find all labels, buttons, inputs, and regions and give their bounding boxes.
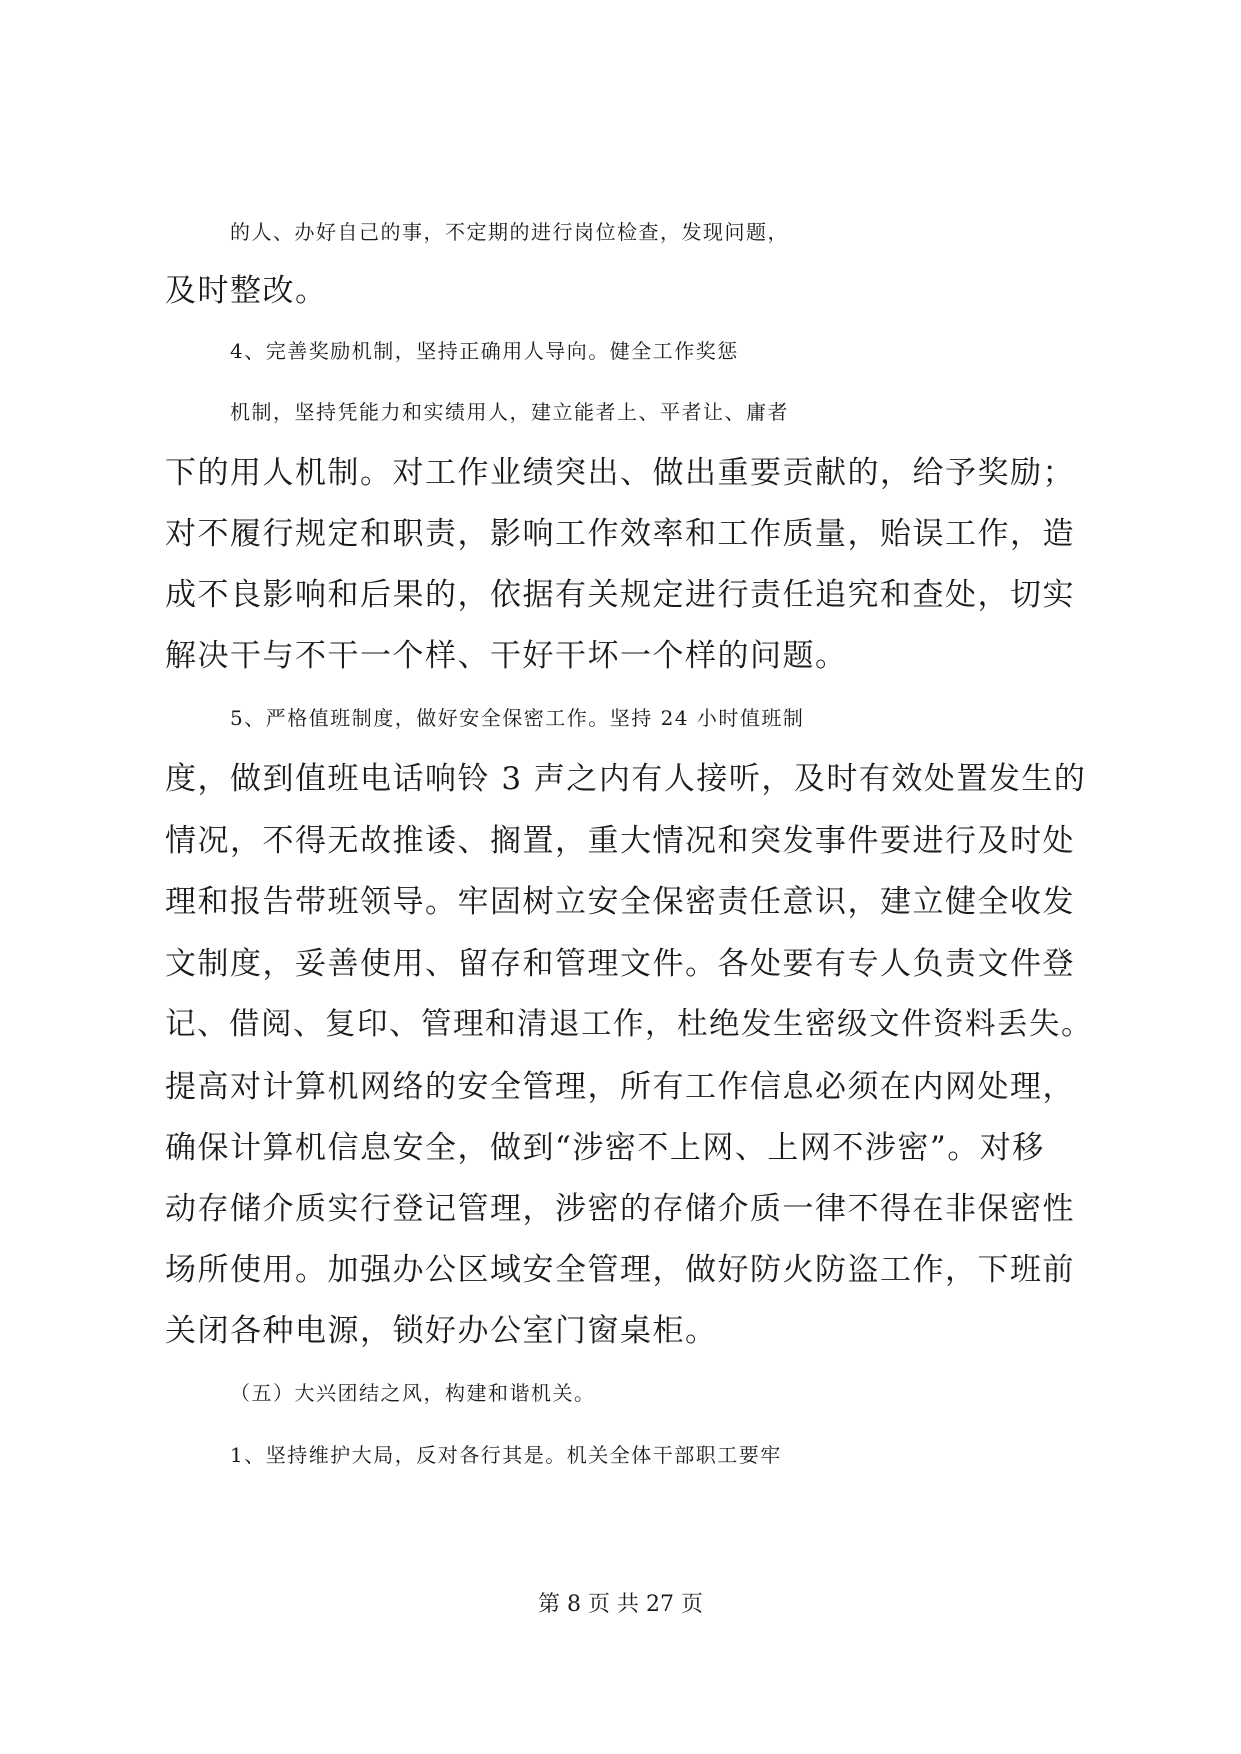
text-line: 机制，坚持凭能力和实绩用人，建立能者上、平者让、庸者	[230, 400, 789, 424]
text-line: 及时整改。	[165, 273, 328, 309]
text-line: 关闭各种电源，锁好办公室门窗桌柜。	[165, 1313, 718, 1349]
text-line: 场所使用。加强办公区域安全管理，做好防火防盗工作，下班前	[165, 1252, 1075, 1288]
text-line: 理和报告带班领导。牢固树立安全保密责任意识，建立健全收发	[165, 884, 1075, 920]
text-line: 对不履行规定和职责，影响工作效率和工作质量，贻误工作，造	[165, 516, 1075, 552]
text-line: 记、借阅、复印、管理和清退工作，杜绝发生密级文件资料丢失。	[165, 1007, 1093, 1042]
text-line: 确保计算机信息安全，做到“涉密不上网、上网不涉密”。对移	[165, 1130, 1045, 1166]
text-line: 5、严格值班制度，做好安全保密工作。坚持 24 小时值班制	[230, 706, 805, 730]
text-line: 1、坚持维护大局，反对各行其是。机关全体干部职工要牢	[230, 1443, 782, 1467]
text-line: 4、完善奖励机制，坚持正确用人导向。健全工作奖惩	[230, 339, 739, 363]
text-line: 解决干与不干一个样、干好干坏一个样的问题。	[165, 638, 848, 674]
section-heading: （五）大兴团结之风，构建和谐机关。	[230, 1381, 596, 1405]
text-line: 动存储介质实行登记管理，涉密的存储介质一律不得在非保密性	[165, 1191, 1075, 1227]
text-line: 情况，不得无故推诿、搁置，重大情况和突发事件要进行及时处	[165, 823, 1075, 859]
text-line: 的人、办好自己的事，不定期的进行岗位检查，发现问题，	[230, 220, 789, 244]
page-footer: 第 8 页 共 27 页	[538, 1592, 703, 1617]
text-line: 提高对计算机网络的安全管理，所有工作信息必须在内网处理，	[165, 1069, 1075, 1105]
text-line: 度，做到值班电话响铃 3 声之内有人接听，及时有效处置发生的	[165, 761, 1087, 797]
text-line: 成不良影响和后果的，依据有关规定进行责任追究和查处，切实	[165, 577, 1075, 613]
text-line: 下的用人机制。对工作业绩突出、做出重要贡献的，给予奖励；	[165, 455, 1075, 491]
text-line: 文制度，妥善使用、留存和管理文件。各处要有专人负责文件登	[165, 946, 1075, 982]
